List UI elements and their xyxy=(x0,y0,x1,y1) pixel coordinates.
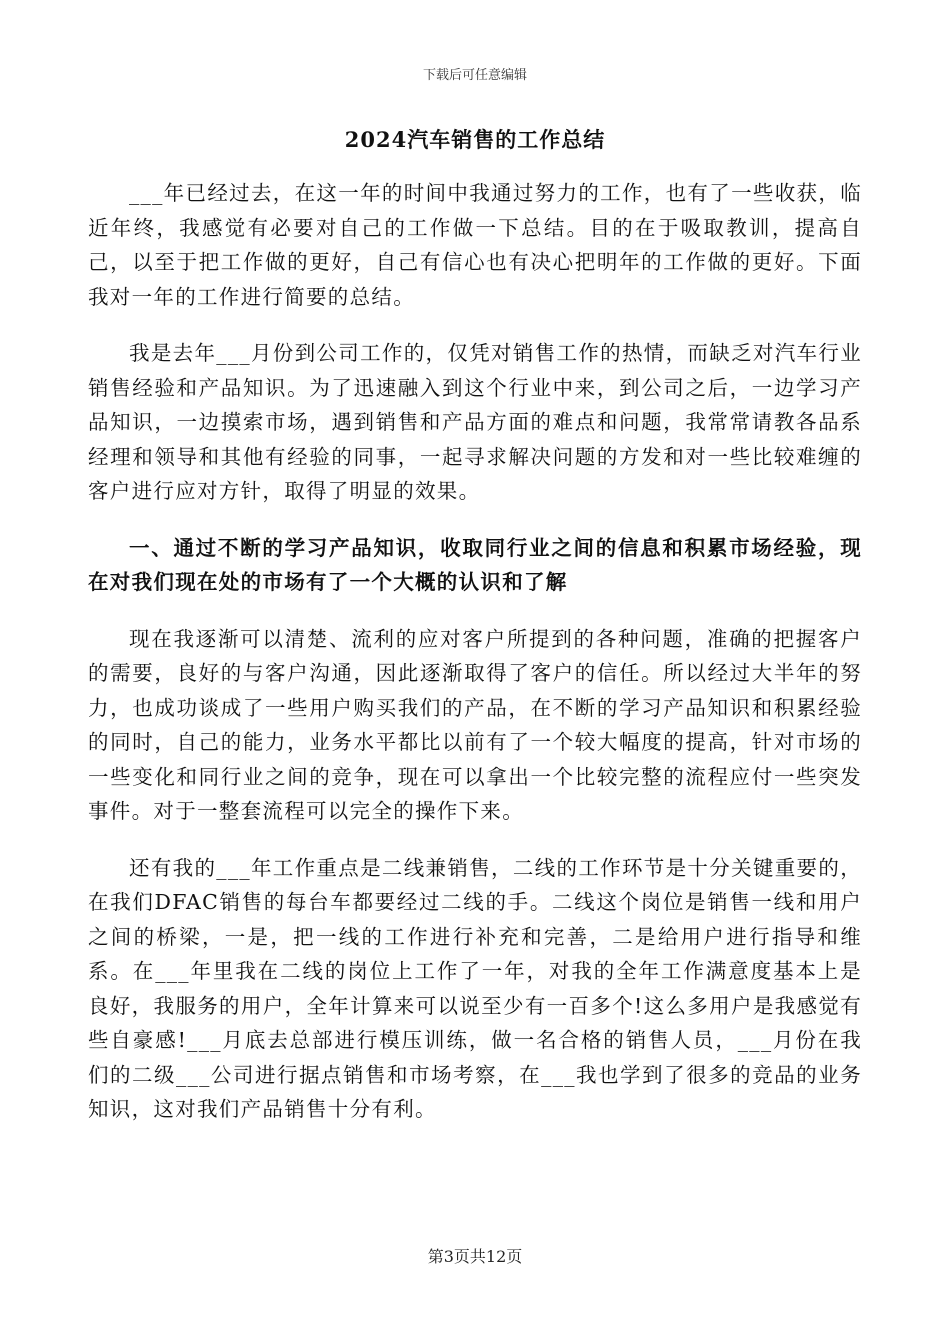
paragraph-progress: 现在我逐渐可以清楚、流利的应对客户所提到的各种问题，准确的把握客户的需要，良好的与客户沟通，因此逐渐取得了客户的信任。所以经过大半年的努力，也成功谈成了一些用户购买我们的产品，在不断的学习产品知识和积累经验的同时，自己的能力，业务水平都比以前有了一个较大幅度的提高，针对市场的一些变化和同行业之间的竞争，现在可以拿出一个比较完整的流程应付一些突发事件。对于一整套流程可以完全的操作下来。 xyxy=(88,626,862,823)
page-number-footer: 第3页共12页 xyxy=(427,1247,523,1266)
paragraph-background: 我是去年___月份到公司工作的，仅凭对销售工作的热情，而缺乏对汽车行业销售经验和产品知识。为了迅速融入到这个行业中来，到公司之后，一边学习产品知识，一边摸索市场，遇到销售和产品方面的难点和问题，我常常请教各品系经理和领导和其他有经验的同事，一起寻求解决问题的方发和对一些比较难缠的客户进行应对方针，取得了明显的效果。 xyxy=(88,341,862,503)
section-heading-1: 一、通过不断的学习产品知识，收取同行业之间的信息和积累市场经验，现在对我们现在处的市场有了一个大概的认识和了解 xyxy=(88,535,862,594)
header-note: 下载后可任意编辑 xyxy=(422,68,527,83)
document-body xyxy=(88,176,862,1149)
paragraph-second-line: 还有我的___年工作重点是二线兼销售，二线的工作环节是十分关键重要的，在我们DFAC销售的每台车都要经过二线的手。二线这个岗位是销售一线和用户之间的桥梁，一是，把一线的工作进行补充和完善，二是给用户进行指导和维系。在___年里我在二线的岗位上工作了一年，对我的全年工作满意度基本上是良好，我服务的用户，全年计算来可以说至少有一百多个!这么多用户是我感觉有些自豪感!___月底去总部进行模压训练，做一名合格的销售人员，___月份在我们的二级___公司进行据点销售和市场考察，在___我也学到了很多的竞品的业务知识，这对我们产品销售十分有利。 xyxy=(88,855,862,1121)
document-title: 2024汽车销售的工作总结 xyxy=(344,127,606,152)
paragraph-intro: ___年已经过去，在这一年的时间中我通过努力的工作，也有了一些收获，临近年终，我感觉有必要对自己的工作做一下总结。目的在于吸取教训，提高自己，以至于把工作做的更好，自己有信心也有决心把明年的工作做的更好。下面我对一年的工作进行简要的总结。 xyxy=(88,181,862,309)
